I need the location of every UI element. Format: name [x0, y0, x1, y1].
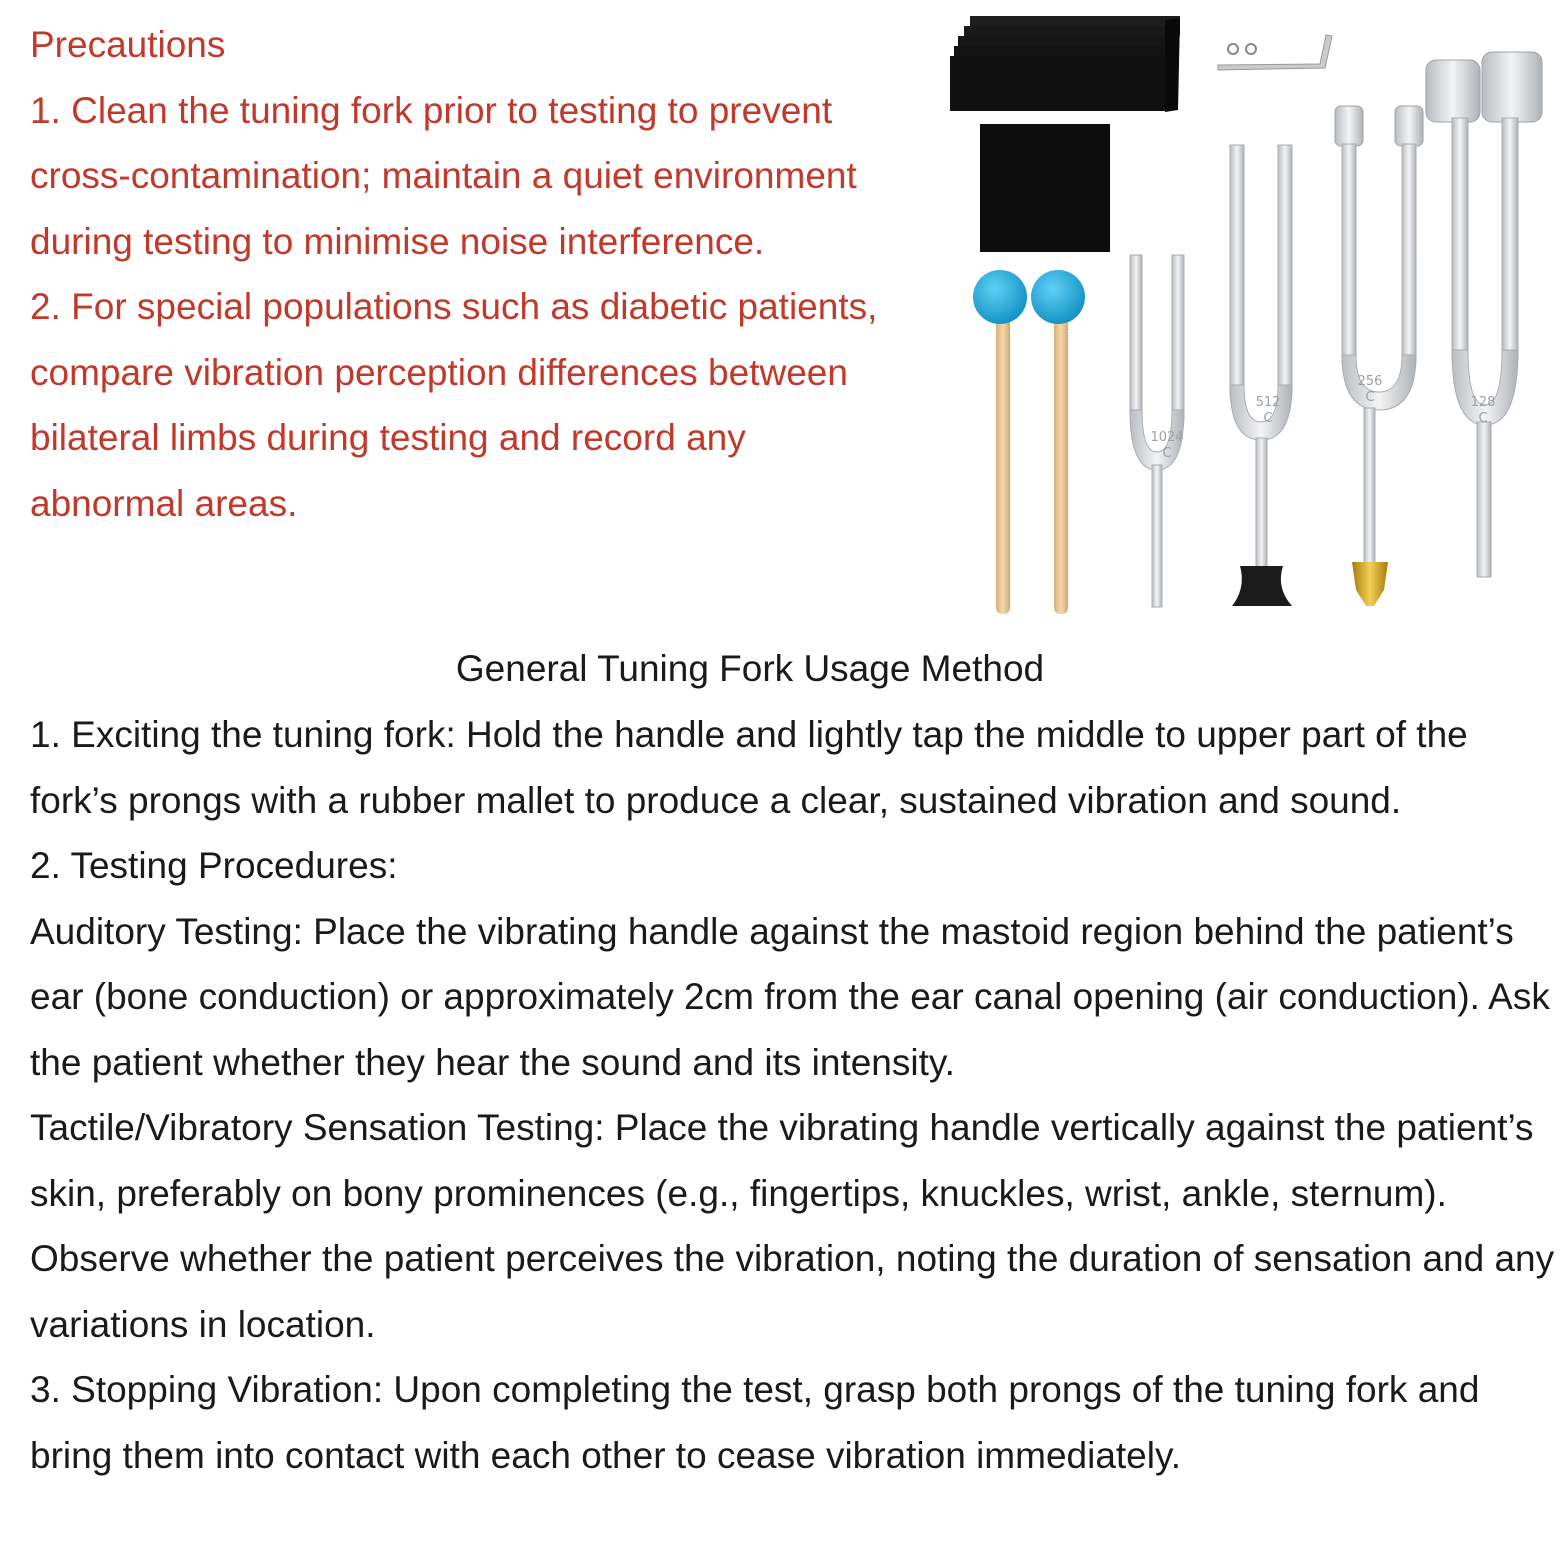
- precaution-item-2: 2. For special populations such as diabetic patients, compare vibration perception differences between bilateral limbs during testing and record any abnormal areas.: [30, 286, 878, 524]
- hex-key-and-screws: [1218, 35, 1332, 70]
- tuning-fork-128: [1426, 52, 1542, 577]
- usage-section: [30, 702, 1560, 1488]
- fork-label-freq: 256: [1357, 374, 1383, 389]
- usage-step-exciting: 1. Exciting the tuning fork: Hold the handle and lightly tap the middle to upper part of the fork’s prongs with a rubber mallet to produce a clear, sustained vibration and sound.: [30, 714, 1468, 821]
- fork-label-note: C: [1478, 411, 1488, 426]
- fork-label-freq: 1024: [1150, 430, 1184, 445]
- fork-label-freq: 512: [1255, 395, 1281, 410]
- tuning-fork-1024: [1130, 255, 1184, 607]
- product-image: [940, 0, 1568, 640]
- rubber-foot: [1232, 566, 1292, 606]
- usage-auditory-testing: Auditory Testing: Place the vibrating handle against the mastoid region behind the patient’s ear (bone conduction) or approximately 2cm from the ear canal opening (air conduction). Ask the patient whether they hear the sound and its intensity.: [30, 910, 1550, 1083]
- usage-title: General Tuning Fork Usage Method: [455, 648, 1045, 689]
- usage-step-stopping: 3. Stopping Vibration: Upon completing the test, grasp both prongs of the tuning fork and bring them into contact with each other to cease vibration immediately.: [30, 1369, 1480, 1476]
- precaution-item-1: 1. Clean the tuning fork prior to testing to prevent cross-contamination; maintain a quiet environment during testing to minimise noise interference.: [30, 89, 857, 262]
- fork-label-freq: 128: [1470, 395, 1496, 410]
- usage-step-testing-procedures: 2. Testing Procedures:: [30, 845, 398, 886]
- tuning-fork-256: [1335, 106, 1423, 606]
- tuning-fork-kit-illustration: [940, 0, 1568, 640]
- brass-tip: [1352, 562, 1388, 606]
- fork-label-note: C: [1263, 411, 1273, 426]
- precautions-heading: Precautions: [30, 24, 226, 65]
- rubber-mallets: [973, 270, 1085, 614]
- fork-label-note: C: [1162, 446, 1172, 461]
- usage-tactile-testing: Tactile/Vibratory Sensation Testing: Place the vibrating handle vertically against the patient’s skin, preferably on bony prominences (e.g., fingertips, knuckles, wrist, ankle, sternum). Observe whether the patient perceives the vibration, noting the duration of sensation and any variations in location.: [30, 1107, 1555, 1345]
- fork-label-note: C: [1365, 390, 1375, 405]
- precautions-section: [30, 12, 910, 536]
- velvet-pouch-stack: [950, 16, 1180, 112]
- tuning-fork-512: [1230, 145, 1292, 606]
- cleaning-cloth: [980, 124, 1110, 252]
